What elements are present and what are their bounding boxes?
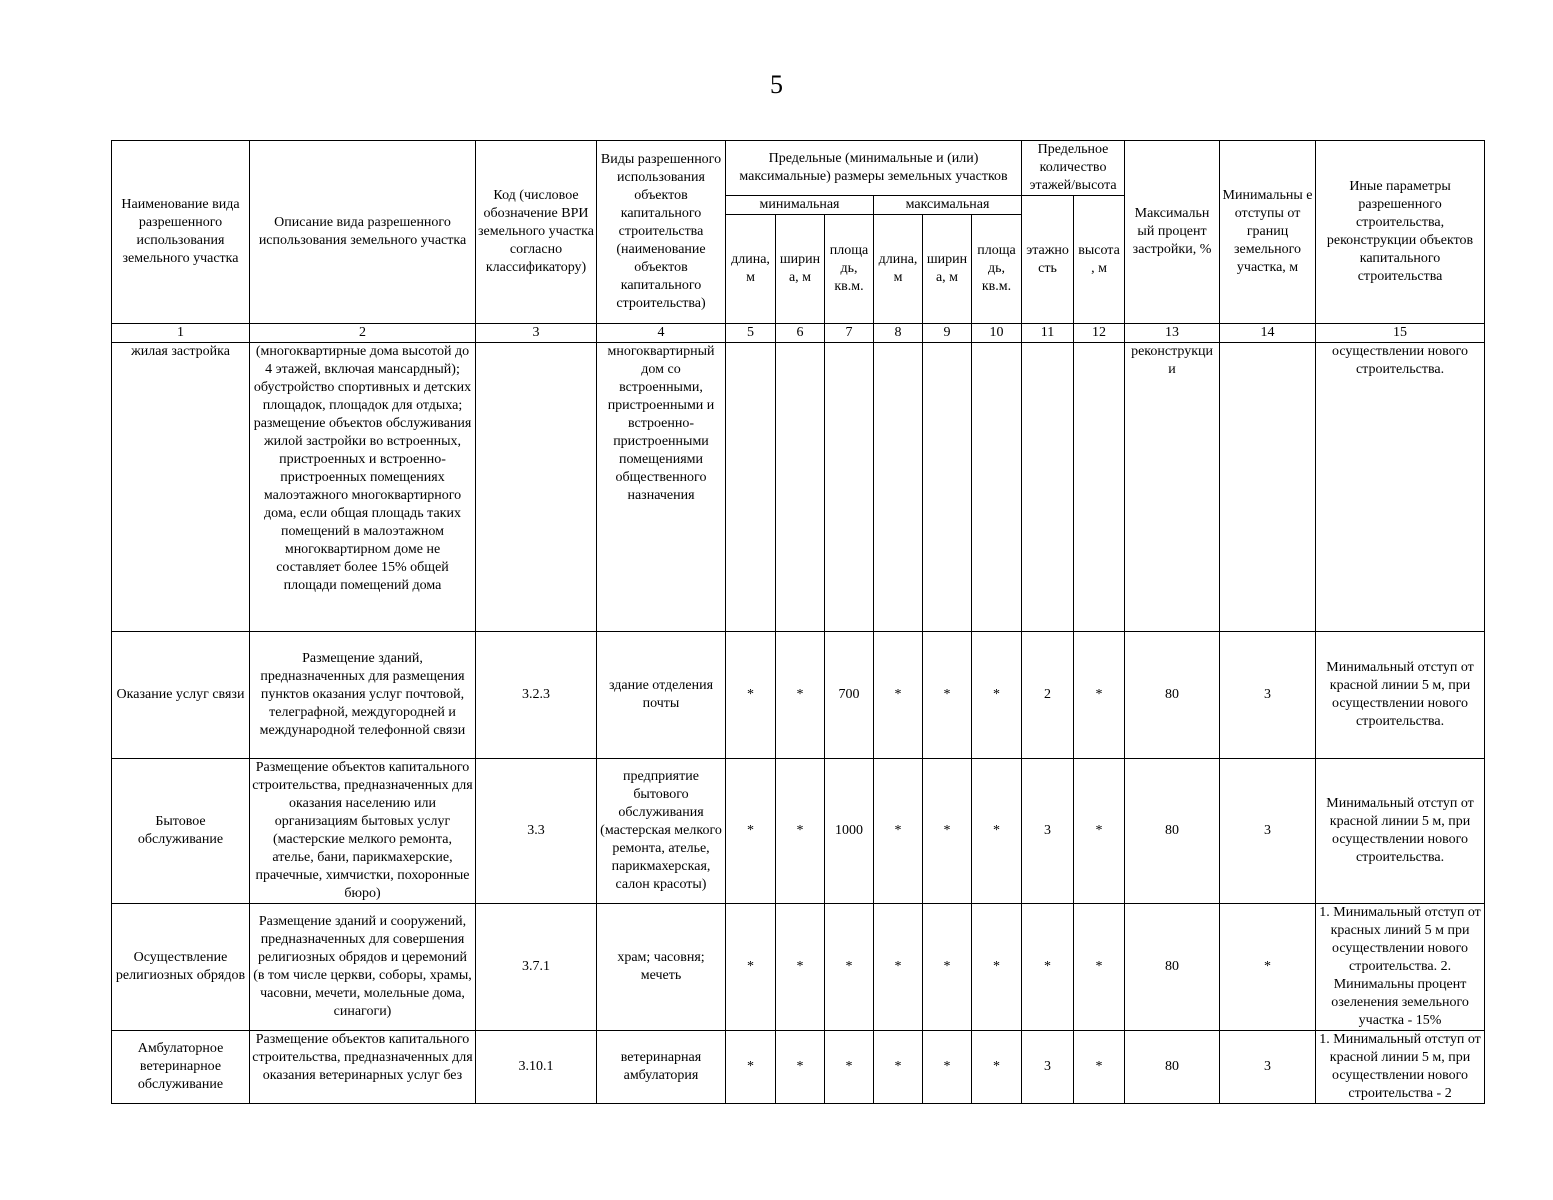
header-floors: этажно сть xyxy=(1022,196,1074,324)
row-description: Размещение зданий, предназначенных для размещения пунктов оказания услуг почтовой, телеграфной, междугородней и международной телефонной связи xyxy=(250,632,476,759)
row-min-width: * xyxy=(776,632,825,759)
header-description: Описание вида разрешенного использования земельного участка xyxy=(250,141,476,324)
column-number: 15 xyxy=(1316,324,1485,343)
row-objects: храм; часовня; мечеть xyxy=(597,904,726,1031)
row-setbacks: * xyxy=(1220,904,1316,1031)
row-min-width: * xyxy=(776,1031,825,1104)
header-max-length: длина, м xyxy=(874,215,923,324)
column-number-row xyxy=(112,324,1485,343)
table-row xyxy=(112,904,1485,1031)
row-max-length xyxy=(874,343,923,632)
row-name: Осуществление религиозных обрядов xyxy=(112,904,250,1031)
row-floors: 3 xyxy=(1022,759,1074,904)
header-min-length: длина, м xyxy=(726,215,776,324)
row-max-area xyxy=(972,343,1022,632)
row-height: * xyxy=(1074,1031,1125,1104)
row-coverage: 80 xyxy=(1125,1031,1220,1104)
header-max-width: ширин а, м xyxy=(923,215,972,324)
header-code: Код (числовое обозначение ВРИ земельного участка согласно классификатору) xyxy=(476,141,597,324)
row-other: Минимальный отступ от красной линии 5 м, при осуществлении нового строительства. xyxy=(1316,759,1485,904)
header-coverage: Максимальн ый процент застройки, % xyxy=(1125,141,1220,324)
row-height: * xyxy=(1074,632,1125,759)
table-row xyxy=(112,1031,1485,1104)
column-number: 3 xyxy=(476,324,597,343)
row-description: Размещение объектов капитального строительства, предназначенных для оказания населению или организациям бытовых услуг (мастерские мелкого ремонта, ателье, бани, парикмахерские, прачечные, химчистки, похоронные бюро) xyxy=(250,759,476,904)
table-row xyxy=(112,343,1485,632)
row-objects: предприятие бытового обслуживания (мастерская мелкого ремонта, ателье, парикмахерская, салон красоты) xyxy=(597,759,726,904)
row-min-area: * xyxy=(825,1031,874,1104)
row-min-length: * xyxy=(726,1031,776,1104)
row-max-length: * xyxy=(874,1031,923,1104)
header-max-group: максимальная xyxy=(874,196,1022,215)
column-number: 6 xyxy=(776,324,825,343)
row-description: Размещение объектов капитального строительства, предназначенных для оказания ветеринарных услуг без xyxy=(250,1031,476,1104)
header-objects: Виды разрешенного использования объектов капитального строительства (наименование объектов капитального строительства) xyxy=(597,141,726,324)
row-setbacks: 3 xyxy=(1220,759,1316,904)
row-min-width: * xyxy=(776,759,825,904)
row-height: * xyxy=(1074,759,1125,904)
row-name: жилая застройка xyxy=(112,343,250,632)
column-number: 1 xyxy=(112,324,250,343)
row-coverage: 80 xyxy=(1125,759,1220,904)
row-min-length: * xyxy=(726,904,776,1031)
header-name: Наименование вида разрешенного использования земельного участка xyxy=(112,141,250,324)
row-max-area: * xyxy=(972,1031,1022,1104)
row-setbacks xyxy=(1220,343,1316,632)
row-other: 1. Минимальный отступ от красных линий 5 м при осуществлении нового строительства. 2. Минимальны процент озеленения земельного участка - 15% xyxy=(1316,904,1485,1031)
header-other: Иные параметры разрешенного строительства, реконструкции объектов капитального строительства xyxy=(1316,141,1485,324)
row-objects: здание отделения почты xyxy=(597,632,726,759)
row-other: 1. Минимальный отступ от красной линии 5 м, при осуществлении нового строительства - 2 xyxy=(1316,1031,1485,1104)
column-number: 13 xyxy=(1125,324,1220,343)
row-floors: * xyxy=(1022,904,1074,1031)
row-other: осуществлении нового строительства. xyxy=(1316,343,1485,632)
row-setbacks: 3 xyxy=(1220,1031,1316,1104)
row-code: 3.10.1 xyxy=(476,1031,597,1104)
row-code: 3.7.1 xyxy=(476,904,597,1031)
row-floors: 2 xyxy=(1022,632,1074,759)
land-use-table xyxy=(111,140,1485,1104)
row-coverage: реконструкци и xyxy=(1125,343,1220,632)
row-setbacks: 3 xyxy=(1220,632,1316,759)
row-min-area: 1000 xyxy=(825,759,874,904)
column-number: 9 xyxy=(923,324,972,343)
table-row xyxy=(112,759,1485,904)
row-max-area: * xyxy=(972,904,1022,1031)
header-floors-group: Предельное количество этажей/высота xyxy=(1022,141,1125,196)
row-max-width: * xyxy=(923,632,972,759)
row-description: (многоквартирные дома высотой до 4 этажей, включая мансардный); обустройство спортивных и детских площадок, площадок для отдыха; размещение объектов обслуживания жилой застройки во встроенных, пристроенных и встроенно-пристроенных помещениях малоэтажного многоквартирного дома, если общая площадь таких помещений в малоэтажном многоквартирном доме не составляет более 15% общей площади помещений дома xyxy=(250,343,476,632)
column-number: 4 xyxy=(597,324,726,343)
header-setbacks: Минимальны е отступы от границ земельного участка, м xyxy=(1220,141,1316,324)
header-height: высота , м xyxy=(1074,196,1125,324)
header-max-area: площа дь, кв.м. xyxy=(972,215,1022,324)
row-objects: ветеринарная амбулатория xyxy=(597,1031,726,1104)
page-number: 5 xyxy=(770,70,783,99)
row-name: Оказание услуг связи xyxy=(112,632,250,759)
header-min-area: площа дь, кв.м. xyxy=(825,215,874,324)
row-max-area: * xyxy=(972,759,1022,904)
column-number: 5 xyxy=(726,324,776,343)
row-floors: 3 xyxy=(1022,1031,1074,1104)
row-code: 3.3 xyxy=(476,759,597,904)
row-floors xyxy=(1022,343,1074,632)
row-height: * xyxy=(1074,904,1125,1031)
row-description: Размещение зданий и сооружений, предназначенных для совершения религиозных обрядов и церемоний (в том числе церкви, соборы, храмы, часовни, мечети, молельные дома, синагоги) xyxy=(250,904,476,1031)
row-min-length: * xyxy=(726,759,776,904)
row-min-area: * xyxy=(825,904,874,1031)
row-max-length: * xyxy=(874,759,923,904)
header-sizes-group: Предельные (минимальные и (или) максимальные) размеры земельных участков xyxy=(726,141,1022,196)
row-max-length: * xyxy=(874,904,923,1031)
column-number: 11 xyxy=(1022,324,1074,343)
header-min-group: минимальная xyxy=(726,196,874,215)
row-name: Бытовое обслуживание xyxy=(112,759,250,904)
column-number: 12 xyxy=(1074,324,1125,343)
row-min-length: * xyxy=(726,632,776,759)
column-number: 10 xyxy=(972,324,1022,343)
column-number: 8 xyxy=(874,324,923,343)
row-max-width: * xyxy=(923,1031,972,1104)
row-min-area xyxy=(825,343,874,632)
table-row xyxy=(112,632,1485,759)
row-code: 3.2.3 xyxy=(476,632,597,759)
row-other: Минимальный отступ от красной линии 5 м, при осуществлении нового строительства. xyxy=(1316,632,1485,759)
row-max-area: * xyxy=(972,632,1022,759)
row-name: Амбулаторное ветеринарное обслуживание xyxy=(112,1031,250,1104)
row-min-area: 700 xyxy=(825,632,874,759)
header-min-width: ширин а, м xyxy=(776,215,825,324)
column-number: 7 xyxy=(825,324,874,343)
column-number: 14 xyxy=(1220,324,1316,343)
row-min-width xyxy=(776,343,825,632)
row-max-length: * xyxy=(874,632,923,759)
row-max-width: * xyxy=(923,904,972,1031)
row-coverage: 80 xyxy=(1125,904,1220,1031)
column-number: 2 xyxy=(250,324,476,343)
row-objects: многоквартирный дом со встроенными, пристроенными и встроенно-пристроенными помещениями общественного назначения xyxy=(597,343,726,632)
row-min-length xyxy=(726,343,776,632)
row-max-width xyxy=(923,343,972,632)
row-max-width: * xyxy=(923,759,972,904)
row-height xyxy=(1074,343,1125,632)
row-min-width: * xyxy=(776,904,825,1031)
row-code xyxy=(476,343,597,632)
row-coverage: 80 xyxy=(1125,632,1220,759)
